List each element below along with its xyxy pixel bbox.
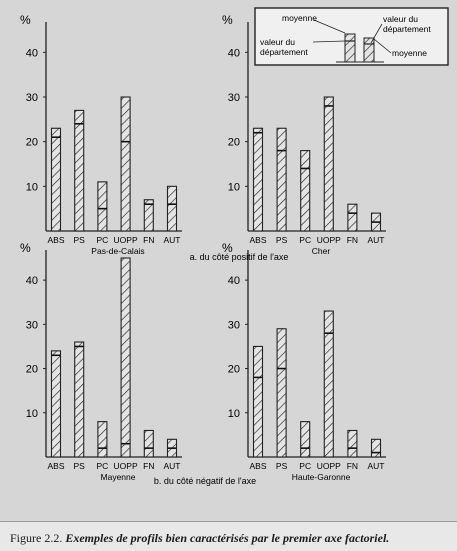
- y-tick-label: 20: [25, 136, 38, 149]
- category-label: UOPP: [113, 235, 138, 245]
- category-label: ABS: [249, 235, 267, 245]
- category-label: PC: [96, 461, 109, 471]
- bar-abs: [254, 128, 263, 231]
- charts-layer: [20, 13, 386, 482]
- bar-fn: [348, 430, 357, 457]
- category-label: AUT: [367, 235, 385, 245]
- y-tick-label: 20: [227, 136, 240, 149]
- y-tick-label: 10: [25, 181, 38, 194]
- y-tick-label: 40: [25, 47, 38, 60]
- panel-title: Haute-Garonne: [291, 472, 351, 482]
- legend: [255, 8, 448, 65]
- bar-uopp: [121, 258, 130, 457]
- bar-pc: [301, 422, 310, 457]
- y-tick-label: 40: [25, 275, 38, 288]
- y-tick-label: 10: [25, 407, 38, 420]
- bar-ps: [277, 128, 286, 231]
- bar-abs: [52, 128, 61, 231]
- y-axis-label: %: [20, 241, 31, 255]
- panel-title: Pas-de-Calais: [91, 246, 145, 256]
- panel-title: Cher: [311, 246, 331, 256]
- bar-uopp: [324, 97, 333, 231]
- y-tick-label: 30: [25, 92, 38, 104]
- y-axis-label: %: [222, 13, 233, 27]
- y-tick-label: 10: [227, 181, 240, 194]
- legend-valeur-right-label: valeur du département: [383, 14, 431, 34]
- group-label-negative: b. du côté négatif de l'axe: [153, 476, 257, 486]
- figure-caption: [0, 521, 457, 551]
- category-label: FN: [346, 461, 359, 471]
- bar-pc: [98, 182, 107, 231]
- category-label: FN: [346, 235, 359, 245]
- category-label: PS: [275, 235, 288, 245]
- group-label-positive: a. du côté positif de l'axe: [189, 252, 289, 262]
- category-label: UOPP: [316, 235, 341, 245]
- bar-abs: [254, 346, 263, 457]
- category-label: AUT: [163, 235, 181, 245]
- bar-abs: [52, 351, 61, 457]
- bar-fn: [348, 204, 357, 231]
- y-axis-label: %: [222, 241, 233, 255]
- bar-pc: [98, 422, 107, 457]
- caption-text: Exemples de profils bien caractérisés par le premier axe factoriel.: [65, 531, 390, 545]
- bar-aut: [168, 186, 177, 231]
- y-tick-label: 20: [25, 363, 38, 376]
- y-tick-label: 40: [227, 275, 240, 288]
- bar-ps: [277, 329, 286, 457]
- category-label: ABS: [47, 461, 65, 471]
- legend-moyenne-label: moyenne: [282, 13, 317, 23]
- category-label: PS: [275, 461, 288, 471]
- category-label: AUT: [367, 461, 385, 471]
- category-label: FN: [143, 461, 155, 471]
- y-tick-label: 20: [227, 363, 240, 376]
- bar-pc: [301, 151, 310, 231]
- y-tick-label: 10: [227, 407, 240, 420]
- category-label: UOPP: [316, 461, 341, 471]
- y-tick-label: 40: [227, 47, 240, 60]
- chart-panel-3: [20, 241, 182, 482]
- category-label: FN: [143, 235, 155, 245]
- legend-bar-right: [364, 38, 374, 62]
- bar-uopp: [121, 97, 130, 231]
- y-tick-label: 30: [227, 319, 240, 332]
- bar-ps: [75, 342, 84, 457]
- y-tick-label: 30: [25, 319, 38, 332]
- bar-ps: [75, 110, 84, 231]
- legend-moyenne-right-label: moyenne: [392, 48, 427, 58]
- y-tick-label: 30: [227, 92, 240, 104]
- legend-bar-left: [345, 34, 355, 62]
- panel-title: Mayenne: [100, 472, 136, 482]
- chart-panel-1: [20, 13, 182, 256]
- category-label: PS: [73, 235, 85, 245]
- legend-valeur-left-line1: valeur du département: [260, 37, 308, 57]
- category-label: PC: [96, 235, 109, 245]
- category-label: PC: [299, 235, 312, 245]
- bar-aut: [372, 439, 381, 457]
- category-label: ABS: [47, 235, 65, 245]
- category-label: UOPP: [113, 461, 138, 471]
- category-label: AUT: [163, 461, 181, 471]
- category-label: ABS: [249, 461, 267, 471]
- category-label: PC: [299, 461, 312, 471]
- caption-label: Figure 2.2.: [10, 531, 63, 545]
- category-label: PS: [73, 461, 85, 471]
- y-axis-label: %: [20, 13, 31, 27]
- chart-panel-4: [222, 241, 386, 482]
- bar-fn: [144, 430, 153, 457]
